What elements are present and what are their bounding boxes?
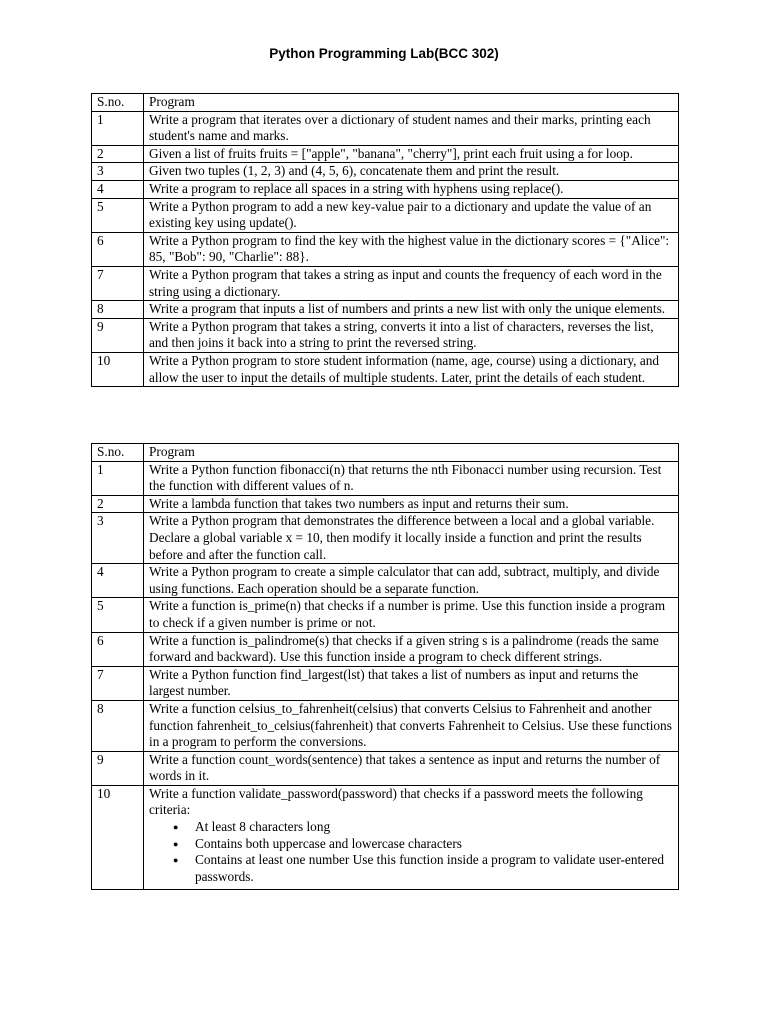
page-title: Python Programming Lab(BCC 302) xyxy=(269,46,499,61)
table-row xyxy=(92,513,679,564)
sno-cell: 7 xyxy=(92,666,144,700)
program-text: Write a function validate_password(password) that checks if a password meets the following criteria: xyxy=(149,785,643,818)
criteria-item: ● At least 8 characters long xyxy=(195,819,674,836)
sno-cell: 1 xyxy=(92,461,144,495)
table-header-row xyxy=(92,444,679,462)
program-cell: Write a function is_palindrome(s) that checks if a given string s is a palindrome (reads the same forward and backward). Use this function inside a program to check different strings. xyxy=(144,632,679,666)
table-row xyxy=(92,318,679,352)
table-row xyxy=(92,700,679,751)
program-cell: Write a function celsius_to_fahrenheit(celsius) that converts Celsius to Fahrenheit and another function fahrenheit_to_celsius(fahrenheit) that converts Fahrenheit to Celsius. Use these functions in a program to perform the conversions. xyxy=(144,700,679,751)
criteria-list xyxy=(149,819,674,889)
table-row xyxy=(92,751,679,785)
program-cell: Write a Python program to add a new key-value pair to a dictionary and update the value of an existing key using update(). xyxy=(144,198,679,232)
sno-cell: 10 xyxy=(92,785,144,890)
sno-cell: 9 xyxy=(92,751,144,785)
sno-header: S.no. xyxy=(92,444,144,462)
sno-cell: 8 xyxy=(92,700,144,751)
program-cell: Write a Python function find_largest(lst) that takes a list of numbers as input and returns the largest number. xyxy=(144,666,679,700)
program-cell: Write a program that inputs a list of numbers and prints a new list with only the unique elements. xyxy=(144,301,679,319)
table-row xyxy=(92,301,679,319)
program-cell: Write a Python program to create a simple calculator that can add, subtract, multiply, and divide using functions. Each operation should be a separate function. xyxy=(144,564,679,598)
sno-cell: 1 xyxy=(92,111,144,145)
program-cell: Write a function count_words(sentence) that takes a sentence as input and returns the number of words in it. xyxy=(144,751,679,785)
table-row xyxy=(92,598,679,632)
program-cell: Given a list of fruits fruits = ["apple", "banana", "cherry"], print each fruit using a for loop. xyxy=(144,145,679,163)
program-header: Program xyxy=(144,444,679,462)
program-cell: Write a Python function fibonacci(n) that returns the nth Fibonacci number using recursion. Test the function with different values of n. xyxy=(144,461,679,495)
program-header: Program xyxy=(144,94,679,112)
sno-cell: 5 xyxy=(92,198,144,232)
sno-cell: 6 xyxy=(92,632,144,666)
criteria-item: ● Contains both uppercase and lowercase characters xyxy=(195,836,674,853)
sno-cell: 7 xyxy=(92,266,144,300)
table-row xyxy=(92,163,679,181)
program-table-2 xyxy=(91,443,679,890)
table-row xyxy=(92,266,679,300)
program-cell xyxy=(144,785,679,890)
sno-cell: 2 xyxy=(92,145,144,163)
sno-cell: 10 xyxy=(92,352,144,386)
table-row xyxy=(92,495,679,513)
table-row xyxy=(92,632,679,666)
table-row xyxy=(92,564,679,598)
sno-cell: 8 xyxy=(92,301,144,319)
program-cell: Write a program that iterates over a dictionary of student names and their marks, printing each student's name and marks. xyxy=(144,111,679,145)
program-cell: Write a program to replace all spaces in a string with hyphens using replace(). xyxy=(144,180,679,198)
sno-cell: 3 xyxy=(92,163,144,181)
table-row xyxy=(92,352,679,386)
program-cell: Given two tuples (1, 2, 3) and (4, 5, 6), concatenate them and print the result. xyxy=(144,163,679,181)
program-cell: Write a Python program that demonstrates the difference between a local and a global variable. Declare a global variable x = 10, then modify it locally inside a function and print the results before and after the function call. xyxy=(144,513,679,564)
table-row xyxy=(92,232,679,266)
sno-cell: 3 xyxy=(92,513,144,564)
program-cell: Write a Python program that takes a string, converts it into a list of characters, reverses the list, and then joins it back into a string to print the reversed string. xyxy=(144,318,679,352)
sno-cell: 4 xyxy=(92,564,144,598)
sno-cell: 6 xyxy=(92,232,144,266)
table-row xyxy=(92,461,679,495)
sno-cell: 2 xyxy=(92,495,144,513)
table-header-row xyxy=(92,94,679,112)
table-row xyxy=(92,111,679,145)
criteria-item: ● Contains at least one number Use this function inside a program to validate user-entered passwords. xyxy=(195,852,674,885)
program-cell: Write a Python program to store student information (name, age, course) using a dictionary, and allow the user to input the details of multiple students. Later, print the details of each student. xyxy=(144,352,679,386)
program-cell: Write a lambda function that takes two numbers as input and returns their sum. xyxy=(144,495,679,513)
sno-header: S.no. xyxy=(92,94,144,112)
table-row xyxy=(92,145,679,163)
table-row xyxy=(92,785,679,890)
program-cell: Write a Python program to find the key with the highest value in the dictionary scores = {"Alice": 85, "Bob": 90, "Charlie": 88}. xyxy=(144,232,679,266)
sno-cell: 5 xyxy=(92,598,144,632)
table-row xyxy=(92,198,679,232)
table-row xyxy=(92,666,679,700)
program-table-1 xyxy=(91,93,679,387)
table-row xyxy=(92,180,679,198)
sno-cell: 4 xyxy=(92,180,144,198)
program-cell: Write a Python program that takes a string as input and counts the frequency of each word in the string using a dictionary. xyxy=(144,266,679,300)
program-cell: Write a function is_prime(n) that checks if a number is prime. Use this function inside a program to check if a given number is prime or not. xyxy=(144,598,679,632)
sno-cell: 9 xyxy=(92,318,144,352)
